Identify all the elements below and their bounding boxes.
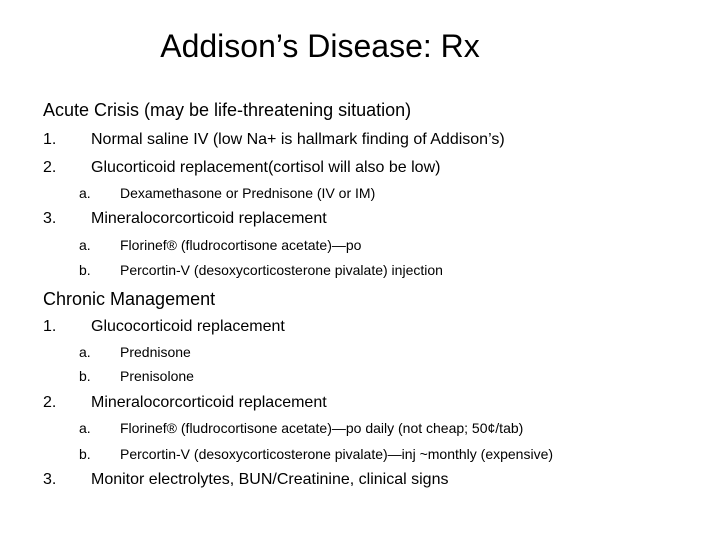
section-heading-chronic: Chronic Management [43,289,216,309]
list-number: 3. [43,471,57,488]
sublist-letter: b. [79,368,91,384]
list-number: 1. [43,131,57,148]
sublist-letter: b. [79,446,91,462]
sublist-letter: a. [79,420,91,436]
sublist-item-text: Prednisone [120,344,191,360]
sublist-letter: b. [79,262,91,278]
section-heading-acute: Acute Crisis (may be life-threatening situation) [43,100,412,120]
list-item-text: Glucorticoid replacement(cortisol will also be low) [91,159,441,176]
sublist-letter: a. [79,237,91,253]
sublist-letter: a. [79,185,91,201]
sublist-item-text: Dexamethasone or Prednisone (IV or IM) [120,185,376,201]
sublist-letter: a. [79,344,91,360]
list-number: 3. [43,210,57,227]
sublist-item-text: Percortin-V (desoxycorticosterone pivalate)—inj ~monthly (expensive) [120,446,554,462]
list-item-text: Monitor electrolytes, BUN/Creatinine, clinical signs [91,471,449,488]
list-number: 2. [43,394,57,411]
list-number: 1. [43,318,57,335]
sublist-item-text: Florinef® (fludrocortisone acetate)—po [120,237,362,253]
sublist-item-text: Prenisolone [120,368,194,384]
sublist-item-text: Florinef® (fludrocortisone acetate)—po daily (not cheap; 50¢/tab) [120,420,524,436]
list-item-text: Mineralocorcorticoid replacement [91,394,327,411]
sublist-item-text: Percortin-V (desoxycorticosterone pivalate) injection [120,262,443,278]
list-item-text: Normal saline IV (low Na+ is hallmark finding of Addison’s) [91,131,505,148]
list-number: 2. [43,159,57,176]
list-item-text: Glucocorticoid replacement [91,318,285,335]
list-item-text: Mineralocorcorticoid replacement [91,210,327,227]
slide-title: Addison’s Disease: Rx [160,28,480,64]
